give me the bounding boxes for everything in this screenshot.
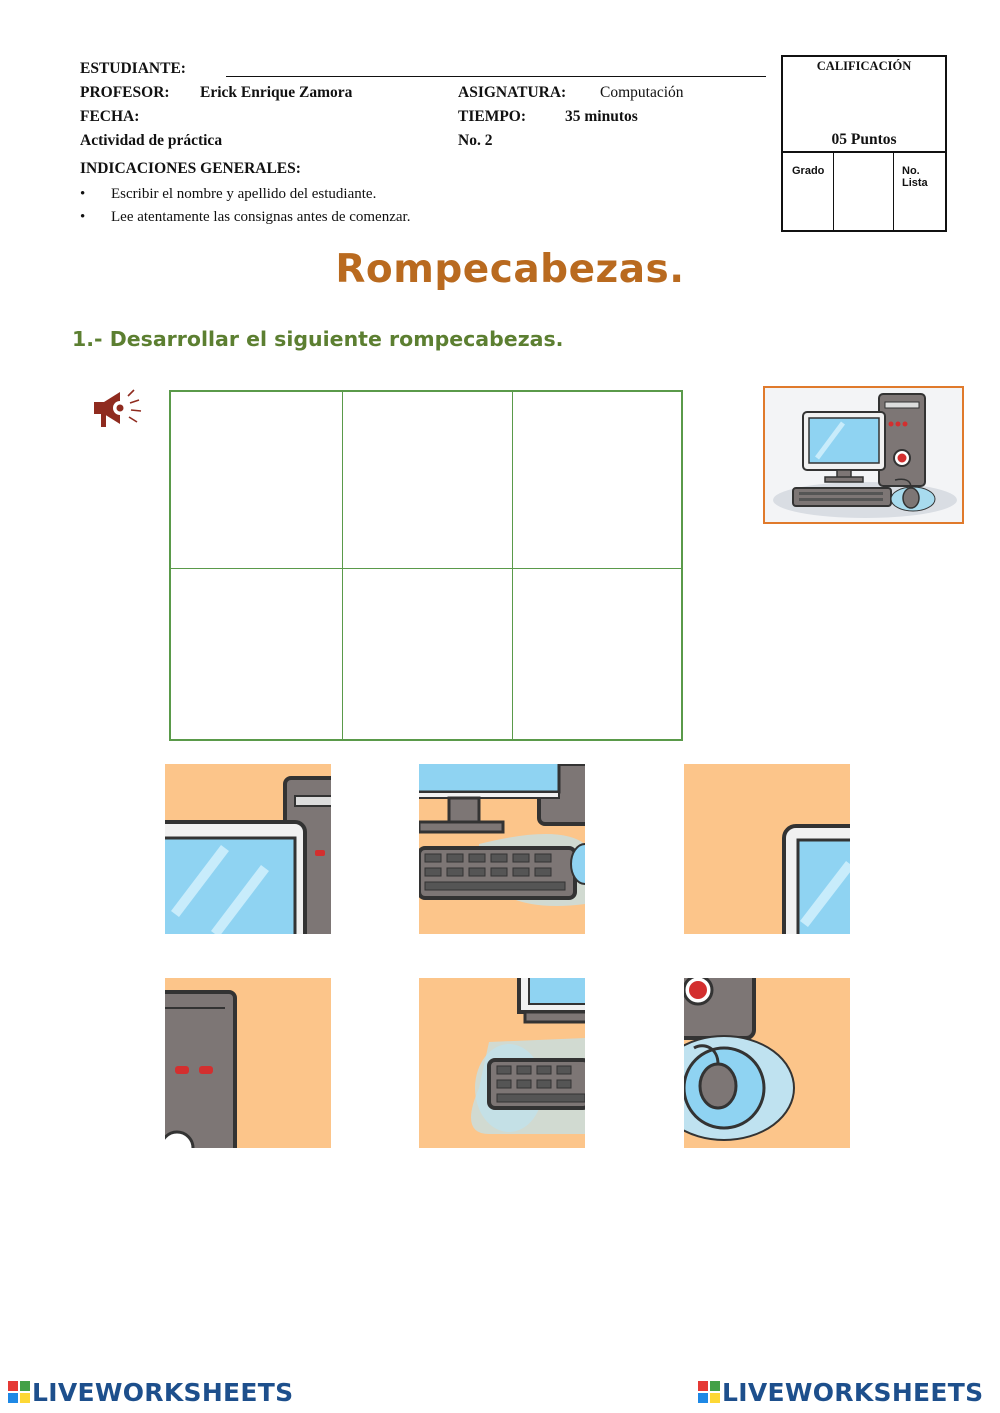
teacher-name: Erick Enrique Zamora (200, 84, 353, 101)
question-text: 1.- Desarrollar el siguiente rompecabezas. (72, 327, 564, 351)
grid-line (171, 568, 681, 569)
computer-illustration (765, 388, 962, 522)
instruction-item: • Lee atentamente las consignas antes de comenzar. (80, 206, 410, 229)
grade-column-divider (833, 153, 834, 230)
puzzle-slot[interactable] (342, 392, 512, 568)
activity-number: No. 2 (458, 132, 493, 149)
megaphone-icon[interactable] (90, 386, 146, 432)
grade-title: CALIFICACIÓN (816, 59, 912, 73)
puzzle-piece[interactable] (419, 764, 585, 934)
puzzle-slot[interactable] (342, 568, 512, 741)
puzzle-piece[interactable] (419, 978, 585, 1148)
liveworksheets-logo[interactable] (698, 1378, 983, 1407)
puzzle-piece[interactable] (165, 764, 331, 934)
puzzle-piece[interactable] (165, 978, 331, 1148)
grid-line (512, 392, 513, 739)
liveworksheets-logo[interactable] (8, 1378, 293, 1407)
page-title: Rompecabezas. (335, 247, 685, 292)
grade-column-divider (893, 153, 894, 230)
subject-label: ASIGNATURA: (458, 84, 567, 101)
puzzle-slot[interactable] (512, 392, 683, 568)
grade-divider (783, 151, 945, 153)
grade-box (781, 55, 947, 232)
date-label: FECHA: (80, 108, 140, 125)
puzzle-piece[interactable] (684, 764, 850, 934)
puzzle-slot[interactable] (171, 392, 342, 568)
brand-text: LIVEWORKSHEETS (722, 1378, 984, 1407)
liveworksheets-icon (698, 1381, 720, 1403)
grade-label: Grado (792, 165, 825, 177)
puzzle-slot[interactable] (171, 568, 342, 741)
puzzle-board (169, 390, 683, 741)
student-name-line[interactable] (226, 76, 766, 77)
reference-image (763, 386, 964, 524)
subject-value: Computación (600, 84, 684, 101)
student-label: ESTUDIANTE: (80, 60, 186, 77)
grid-line (342, 392, 343, 739)
activity-label: Actividad de práctica (80, 132, 223, 149)
instructions-list (80, 183, 410, 229)
brand-text: LIVEWORKSHEETS (32, 1378, 294, 1407)
grade-points: 05 Puntos (831, 131, 897, 148)
liveworksheets-icon (8, 1381, 30, 1403)
puzzle-piece[interactable] (684, 978, 850, 1148)
time-label: TIEMPO: (458, 108, 527, 125)
puzzle-slot[interactable] (512, 568, 683, 741)
teacher-label: PROFESOR: (80, 84, 170, 101)
instruction-item: • Escribir el nombre y apellido del estudiante. (80, 183, 410, 206)
time-value: 35 minutos (565, 108, 638, 125)
list-number-label: No. Lista (902, 165, 928, 189)
instructions-title: INDICACIONES GENERALES: (80, 160, 301, 177)
